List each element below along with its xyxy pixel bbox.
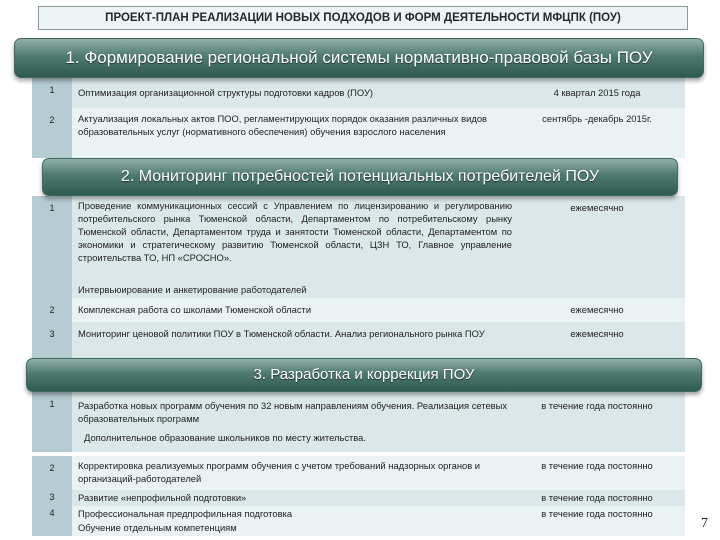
row-number: 1	[32, 196, 72, 298]
section-2-heading: 2. Мониторинг потребностей потенциальных потребителей ПОУ	[42, 158, 678, 196]
page-number: 7	[701, 516, 708, 531]
row-text: Мониторинг ценовой политики ПОУ в Тюменской области. Анализ регионального рынка ПОУ	[78, 328, 485, 339]
table-row	[32, 506, 685, 538]
row-text: Оптимизация организационной структуры подготовки кадров (ПОУ)	[78, 87, 374, 98]
table-row	[32, 456, 685, 492]
row-number: 1	[32, 392, 72, 452]
table-row	[32, 298, 685, 324]
row-text: Разработка новых программ обучения по 32 новым направлениям обучения. Реализация сетевых образовательных программ	[78, 400, 508, 424]
row-number: 1	[32, 78, 72, 108]
row-text: Развитие «непрофильной подготовки»	[78, 492, 247, 503]
row-date: в течение года постоянно	[541, 492, 653, 503]
section-3-heading: 3. Разработка и коррекция ПОУ	[26, 358, 702, 392]
table-row	[32, 196, 685, 300]
row-number: 2	[32, 108, 72, 158]
table-row	[32, 78, 685, 110]
table-row	[32, 392, 685, 454]
row-date: 4 квартал 2015 года	[553, 87, 641, 98]
row-number: 2	[32, 456, 72, 490]
row-number: 3	[32, 490, 72, 506]
row-text: Комплексная работа со школами Тюменской области	[78, 304, 312, 315]
row-text: Проведение коммуникационных сессий с Управлением по лицензированию и регулированию потребительского рынка Тюменской области, Департаментом по потребительскому рынку Тюменской области, Департаментом труда и занятости Тюменской области, Департаментом по экономики и стратегическому развитию Тюменской области, ЦЗН ТО, Главное управление строительства ТО, НП «СРОСНО».	[78, 200, 512, 263]
row-date: в течение года постоянно	[541, 460, 653, 471]
row-text: Профессиональная предпрофильная подготовка	[78, 508, 293, 519]
row-text-secondary: Дополнительное образование школьников по месту жительства.	[84, 432, 366, 443]
row-number: 2	[32, 298, 72, 322]
section-1-heading: 1. Формирование региональной системы нормативно-правовой базы ПОУ	[14, 38, 704, 78]
row-date: ежемесячно	[570, 304, 624, 315]
table-row	[32, 322, 685, 360]
row-text: Актуализация локальных актов ПОО, регламентирующих порядок оказания различных видов образовательных услуг (нормативного обеспечения) обучения взрослого населения	[78, 113, 488, 137]
table-row	[32, 108, 685, 160]
row-text: Корректировка реализуемых программ обучения с учетом требований надзорных органов и организаций-работодателей	[78, 460, 481, 484]
row-date: ежемесячно	[570, 202, 624, 213]
row-date: сентябрь -декабрь 2015г.	[542, 113, 652, 124]
row-text-secondary: Обучение отдельным компетенциям	[78, 522, 237, 533]
row-text-secondary: Интервьюирование и анкетирование работодателей	[78, 284, 307, 295]
page-title: ПРОЕКТ-ПЛАН РЕАЛИЗАЦИИ НОВЫХ ПОДХОДОВ И ФОРМ ДЕЯТЕЛЬНОСТИ МФЦПК (ПОУ)	[38, 6, 688, 30]
row-number: 4	[32, 506, 72, 536]
row-number: 3	[32, 322, 72, 358]
row-date: ежемесячно	[570, 328, 624, 339]
row-date: в течение года постоянно	[541, 508, 653, 519]
row-date: в течение года постоянно	[541, 400, 653, 411]
